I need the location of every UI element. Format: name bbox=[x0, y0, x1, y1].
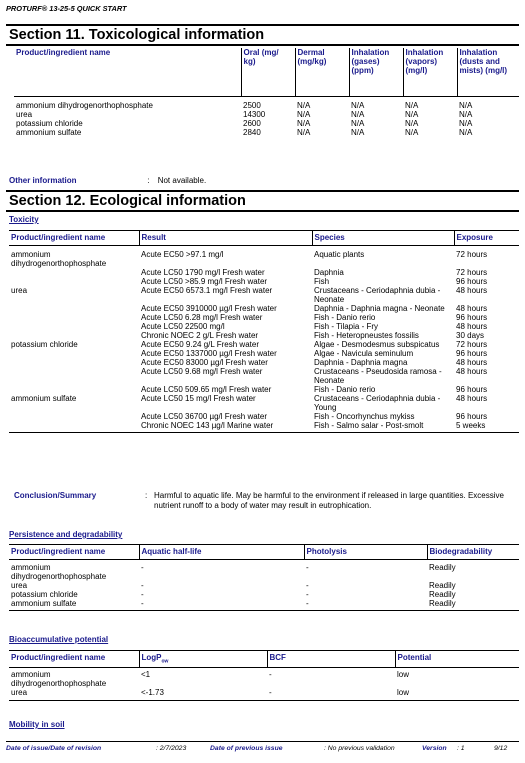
col-product: Product/ingredient name bbox=[11, 233, 106, 242]
other-information-label: Other information bbox=[9, 176, 77, 185]
col-logpow: LogP$_{ow}$ bbox=[139, 651, 267, 668]
table-row: Acute LC50 22500 mg/l Fish - Tilapia - Fry 48 hours bbox=[141, 321, 488, 331]
col-half-life: Aquatic half-life bbox=[139, 545, 304, 560]
col-bcf: BCF bbox=[267, 651, 395, 668]
section-11-title: Section 11. Toxicological information bbox=[6, 24, 519, 46]
col-potential: Potential bbox=[395, 651, 519, 668]
table-row: Acute LC50 6.28 mg/l Fresh water Fish - Danio rerio 96 hours bbox=[141, 312, 488, 322]
table-row: urea Acute EC50 6573.1 mg/l Fresh water Crustaceans - Ceriodaphnia dubia - Neonate 48 hours bbox=[11, 285, 488, 304]
col-product: Product/ingredient name bbox=[11, 547, 106, 556]
col-result: Result bbox=[139, 231, 312, 246]
previous-issue-label: Date of previous issue bbox=[210, 745, 283, 752]
previous-issue-value: : No previous validation bbox=[324, 745, 395, 752]
table-row: ammonium dihydrogenorthophosphate Acute EC50 >97.1 mg/l Aquatic plants 72 hours bbox=[11, 249, 488, 268]
table-row: ammonium dihydrogenorthophosphate <1 - low bbox=[11, 670, 410, 689]
col-product: Product/ingredient name bbox=[14, 48, 241, 96]
table-row: potassium chloride Acute EC50 9.24 g/L Fresh water Algae - Desmodesmus subspicatus 72 hours bbox=[11, 339, 488, 349]
table-row: ammonium sulfate 2840 N/A N/A N/A N/A bbox=[16, 128, 473, 137]
table-row: Acute LC50 9.68 mg/l Fresh water Crustaceans - Pseudosida ramosa - Neonate 48 hours bbox=[141, 366, 488, 385]
col-photolysis: Photolysis bbox=[304, 545, 427, 560]
section-12-title: Section 12. Ecological information bbox=[6, 190, 519, 212]
table-row: ammonium dihydrogenorthophosphate - - Readily bbox=[11, 562, 456, 581]
toxicity-heading: Toxicity bbox=[9, 215, 39, 224]
toxicology-table bbox=[14, 48, 519, 137]
conclusion-label: Conclusion/Summary bbox=[14, 491, 97, 500]
document-header: PROTURF® 13-25-5 QUICK START bbox=[6, 4, 127, 13]
col-exposure: Exposure bbox=[454, 231, 519, 246]
table-row: Acute LC50 36700 µg/l Fresh water Fish - Oncorhynchus mykiss 96 hours bbox=[141, 411, 488, 421]
table-row: ammonium sulfate Acute LC50 15 mg/l Fresh water Crustaceans - Ceriodaphnia dubia - Young 48 hours bbox=[11, 393, 488, 412]
table-row: ammonium sulfate - - Readily bbox=[11, 598, 456, 608]
col-inh-dusts: Inhalation (dusts and mists) (mg/l) bbox=[457, 48, 519, 96]
col-inh-gases: Inhalation (gases) (ppm) bbox=[349, 48, 403, 96]
mobility-heading: Mobility in soil bbox=[9, 720, 65, 729]
table-row: ammonium dihydrogenorthophosphate 2500 N/A N/A N/A N/A bbox=[16, 101, 473, 110]
table-row: potassium chloride 2600 N/A N/A N/A N/A bbox=[16, 119, 473, 128]
persistence-table bbox=[9, 544, 519, 611]
issue-date-value: : 2/7/2023 bbox=[156, 745, 187, 752]
ecotoxicity-table bbox=[9, 230, 519, 433]
col-product: Product/ingredient name bbox=[11, 653, 106, 662]
bioaccumulative-table bbox=[9, 650, 519, 701]
col-biodegradability: Biodegradability bbox=[427, 545, 519, 560]
table-row: Acute EC50 1337000 µg/l Fresh water Algae - Navicula seminulum 96 hours bbox=[141, 348, 488, 358]
table-row: Acute EC50 3910000 µg/l Fresh water Daphnia - Daphnia magna - Neonate 48 hours bbox=[141, 303, 488, 313]
table-row: Chronic NOEC 2 g/L Fresh water Fish - Heteropneustes fossilis 30 days bbox=[141, 330, 485, 340]
conclusion-text: Harmful to aquatic life. May be harmful to the environment if released in large quantities. Excessive nutrient runoff to a body of water may result in eutrophication. bbox=[154, 491, 504, 510]
page-number: 9/12 bbox=[494, 745, 508, 752]
version-value: : 1 bbox=[457, 745, 465, 752]
issue-date-label: Date of issue/Date of revision bbox=[6, 745, 102, 752]
table-row: Chronic NOEC 143 µg/l Marine water Fish - Salmo salar - Post-smolt 5 weeks bbox=[141, 420, 486, 430]
table-row: urea 14300 N/A N/A N/A N/A bbox=[16, 110, 473, 119]
table-row: Acute LC50 509.65 mg/l Fresh water Fish - Danio rerio 96 hours bbox=[141, 384, 488, 394]
col-inh-vapors: Inhalation (vapors) (mg/l) bbox=[403, 48, 457, 96]
table-row: Acute LC50 >85.9 mg/l Fresh water Fish 96 hours bbox=[141, 276, 488, 286]
table-row: Acute LC50 1790 mg/l Fresh water Daphnia 72 hours bbox=[141, 267, 488, 277]
table-row: Acute EC50 83000 µg/l Fresh water Daphnia - Daphnia magna 48 hours bbox=[141, 357, 488, 367]
table-row: urea <-1.73 - low bbox=[11, 688, 410, 698]
version-label: Version bbox=[422, 745, 447, 752]
table-row: potassium chloride - - Readily bbox=[11, 589, 456, 599]
other-information: Other information : Not available. bbox=[9, 176, 207, 185]
bioaccumulative-heading: Bioaccumulative potential bbox=[9, 635, 109, 644]
col-species: Species bbox=[312, 231, 454, 246]
persistence-heading: Persistence and degradability bbox=[9, 530, 123, 539]
other-information-value: Not available. bbox=[157, 176, 207, 185]
table-row: urea - - Readily bbox=[11, 580, 456, 590]
col-oral: Oral (mg/ kg) bbox=[241, 48, 295, 96]
col-dermal: Dermal (mg/kg) bbox=[295, 48, 349, 96]
page-footer bbox=[6, 741, 519, 752]
